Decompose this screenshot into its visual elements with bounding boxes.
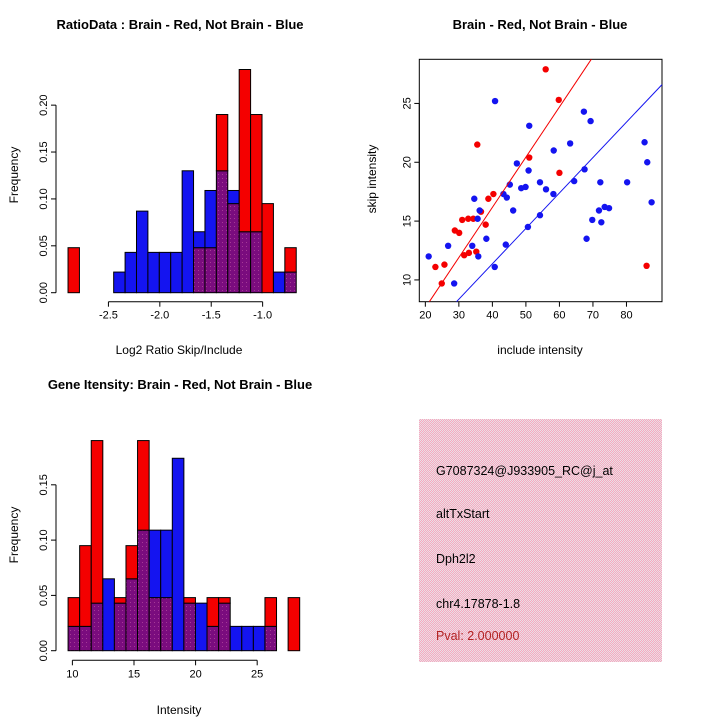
svg-text:-1.5: -1.5: [201, 309, 221, 322]
svg-text:0.05: 0.05: [38, 235, 50, 257]
svg-text:10: 10: [66, 668, 79, 681]
svg-text:-1.0: -1.0: [253, 309, 273, 322]
svg-text:25: 25: [401, 97, 414, 110]
ratio-histogram-ylabel: Frequency: [7, 146, 21, 204]
intensity-scatter-ylabel: skip intensity: [365, 144, 379, 214]
panel-gene-intensity-histogram: [0, 360, 360, 720]
ratio-histogram-title: RatioData : Brain - Red, Not Brain - Blue: [56, 17, 304, 32]
svg-text:10: 10: [401, 273, 414, 287]
svg-text:20: 20: [419, 309, 432, 322]
svg-text:0.10: 0.10: [38, 188, 50, 210]
intensity-scatter-title: Brain - Red, Not Brain - Blue: [452, 17, 628, 32]
gene-intensity-histogram-plot: [0, 360, 360, 720]
gene-intensity-histogram-title: Gene Itensity: Brain - Red, Not Brain - Blue: [47, 377, 313, 392]
svg-text:20: 20: [189, 668, 202, 681]
probe-id-text: G7087324@J933905_RC@j_at: [436, 464, 613, 478]
svg-text:0.00: 0.00: [38, 639, 50, 662]
ratio-histogram-xlabel: Log2 Ratio Skip/Include: [115, 343, 243, 357]
intensity-scatter-plot: [360, 0, 720, 360]
panel-intensity-scatter: [360, 0, 720, 360]
svg-text:30: 30: [452, 309, 465, 322]
svg-text:15: 15: [127, 668, 141, 681]
locus-text: chr4.17878-1.8: [436, 597, 521, 611]
svg-text:-2.5: -2.5: [98, 309, 118, 322]
pvalue-text: Pval: 2.000000: [436, 629, 520, 643]
svg-text:0.05: 0.05: [38, 584, 50, 607]
intensity-scatter-xlabel: include intensity: [497, 343, 583, 357]
gene-info-box: [419, 419, 662, 662]
svg-text:70: 70: [586, 309, 600, 322]
panel-ratio-histogram: [0, 0, 360, 360]
svg-text:0.15: 0.15: [38, 141, 50, 163]
svg-text:25: 25: [251, 668, 264, 681]
gene-intensity-histogram-ylabel: Frequency: [7, 506, 21, 564]
svg-text:60: 60: [553, 309, 566, 322]
svg-text:50: 50: [519, 309, 533, 322]
svg-text:40: 40: [486, 309, 499, 322]
svg-text:0.15: 0.15: [38, 474, 50, 496]
gene-symbol-text: Dph2l2: [436, 552, 476, 566]
ratio-histogram-plot: [0, 0, 360, 360]
svg-text:0.00: 0.00: [38, 281, 50, 304]
svg-text:20: 20: [401, 156, 414, 169]
svg-text:0.10: 0.10: [38, 529, 50, 551]
svg-text:80: 80: [620, 309, 633, 322]
svg-text:0.20: 0.20: [38, 94, 50, 116]
gene-intensity-histogram-xlabel: Intensity: [156, 703, 202, 717]
panel-gene-info: [360, 360, 720, 720]
svg-text:15: 15: [401, 214, 414, 228]
svg-text:-2.0: -2.0: [150, 309, 170, 322]
event-type-text: altTxStart: [436, 507, 490, 521]
